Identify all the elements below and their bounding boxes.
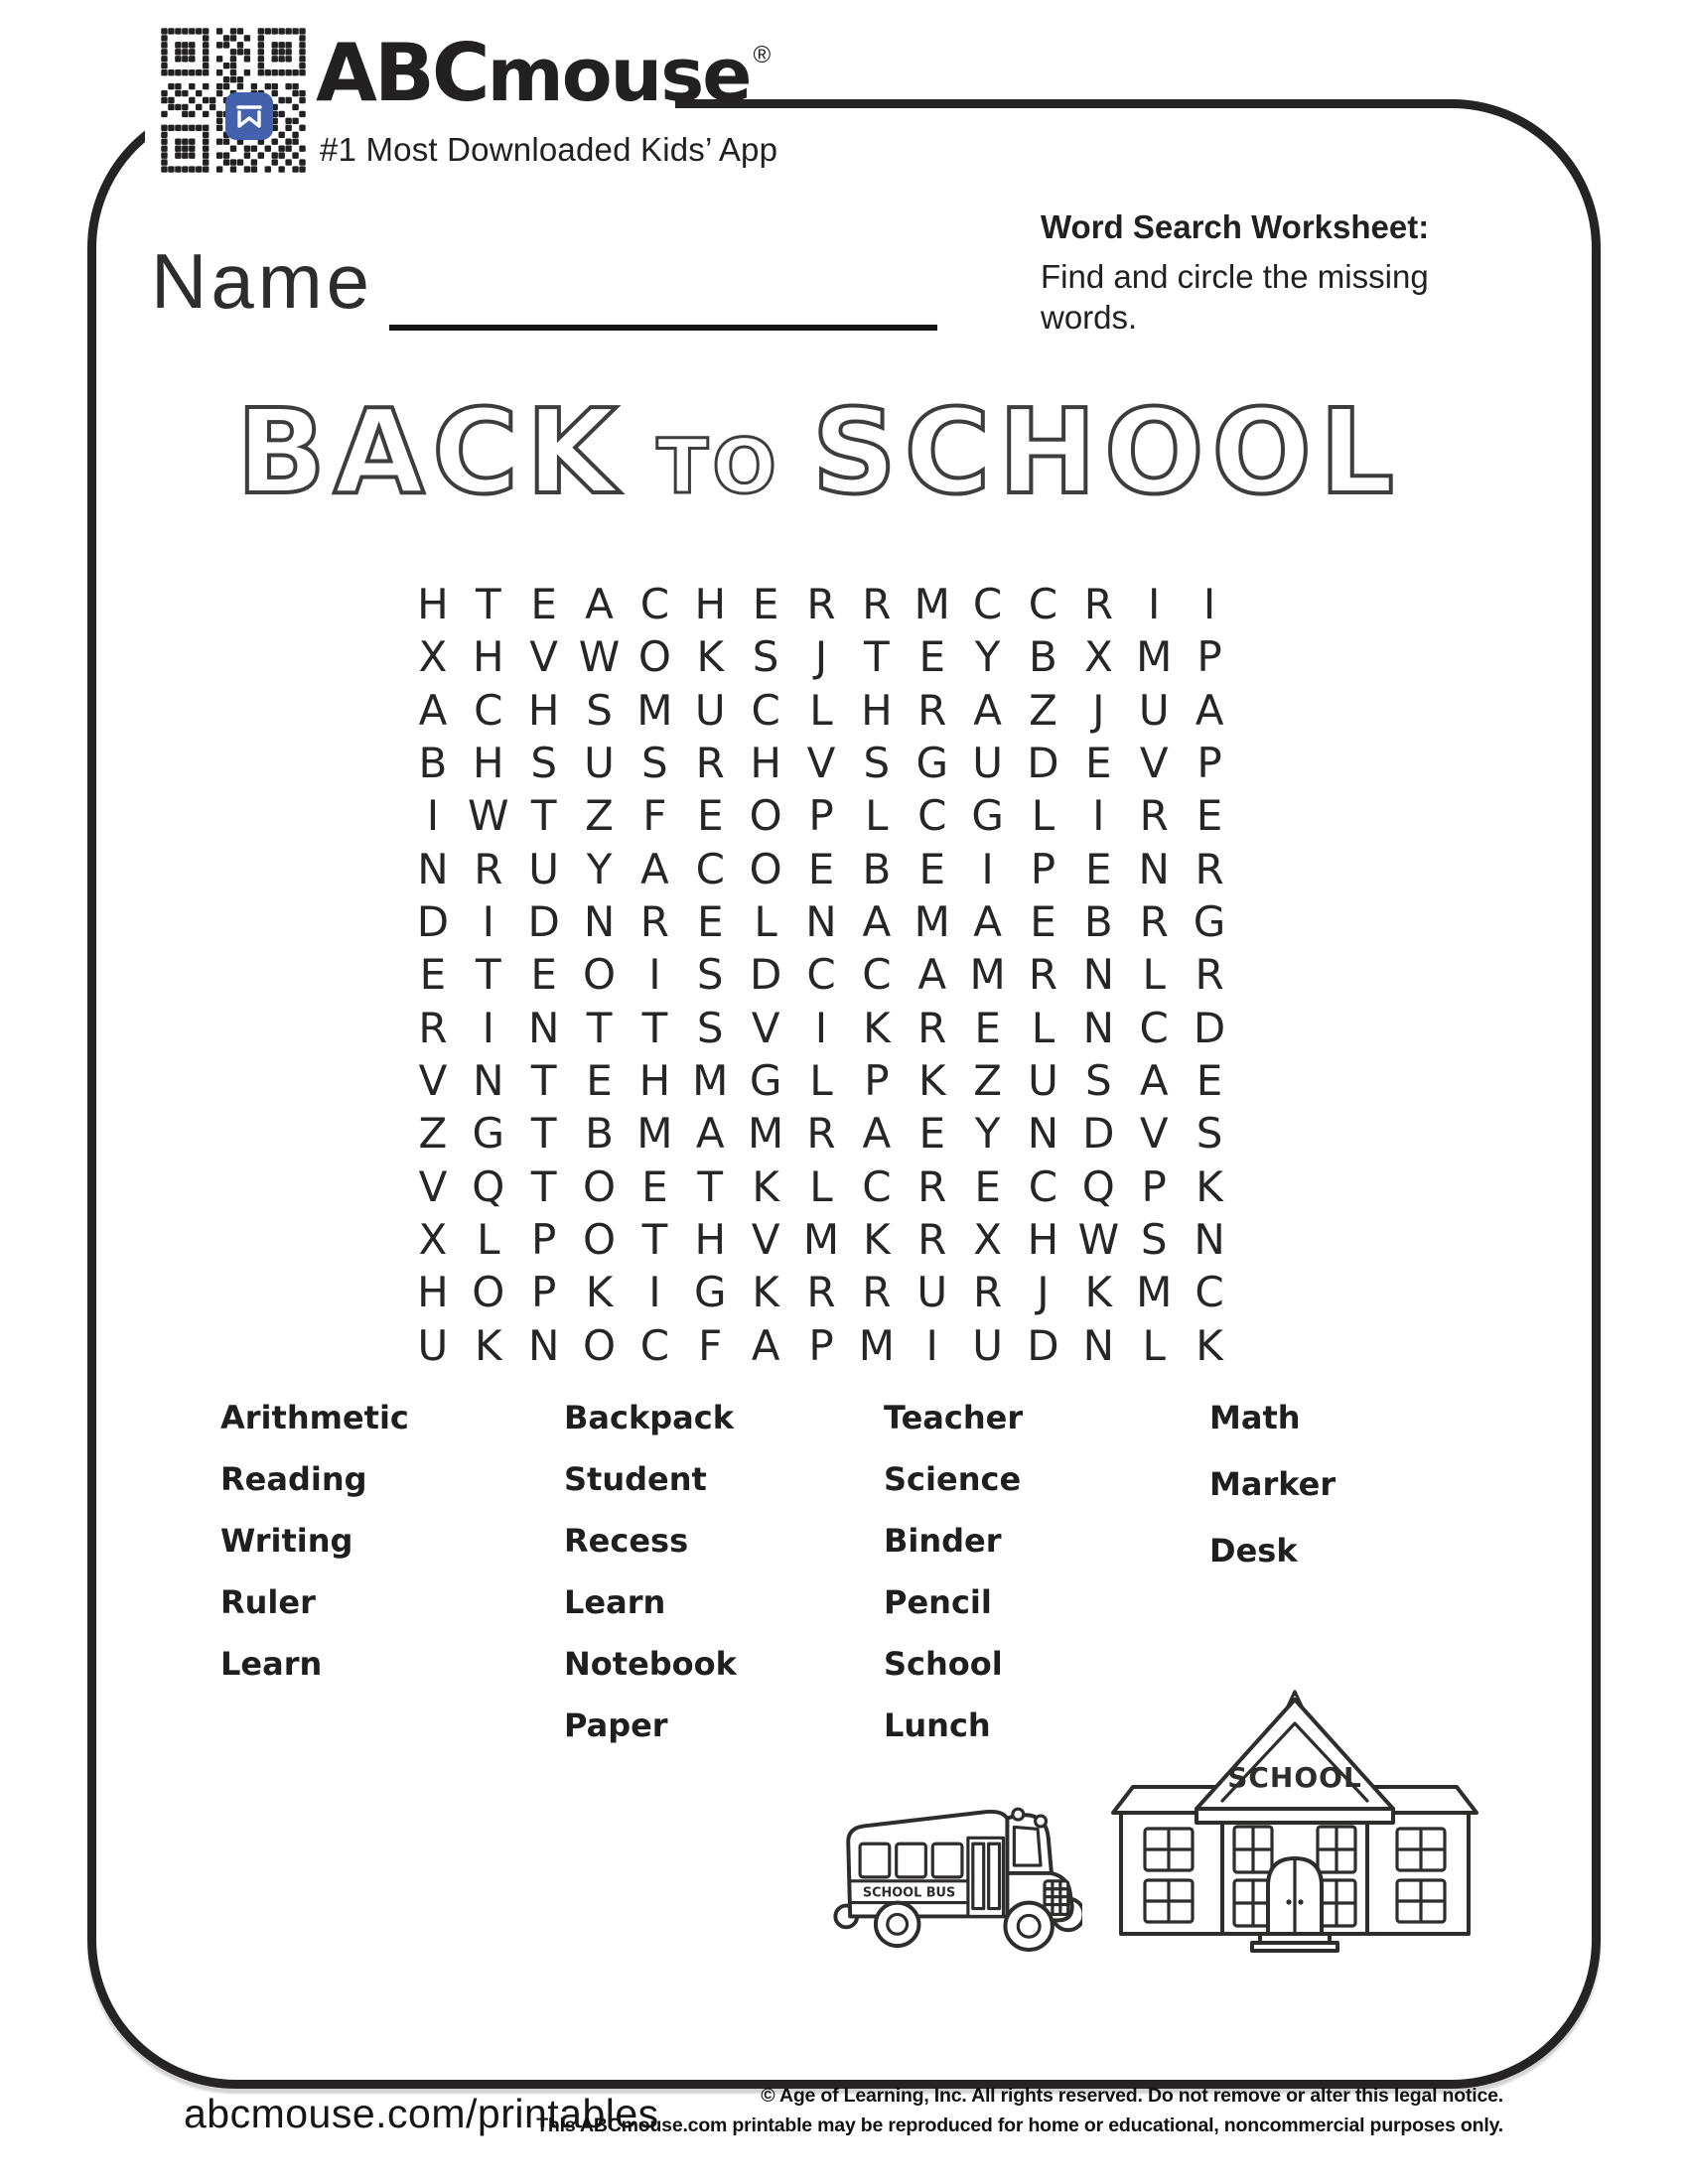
grid-cell-r5c13: I [1092, 791, 1105, 841]
grid-cell-r1c11: C [972, 580, 1003, 629]
grid-cell-r6c8: E [807, 844, 835, 893]
instructions-line1: Find and circle the missing [1041, 258, 1429, 295]
grid-cell-r10c14: A [1139, 1056, 1169, 1106]
header [145, 12, 778, 179]
grid-cell-r11c15: S [1196, 1109, 1223, 1159]
grid-cell-r15c2: K [475, 1320, 502, 1370]
grid-cell-r12c6: T [697, 1161, 724, 1211]
grid-cell-r1c4: A [585, 580, 614, 629]
grid-cell-r12c13: Q [1081, 1161, 1115, 1211]
grid-cell-r6c1: N [417, 844, 449, 893]
grid-cell-r1c3: E [530, 580, 557, 629]
grid-cell-r2c11: Y [974, 632, 1001, 682]
abcmouse-app-icon [225, 92, 273, 140]
grid-cell-r8c9: C [862, 950, 892, 1000]
grid-cell-r10c6: M [692, 1056, 729, 1106]
grid-cell-r7c3: D [527, 897, 560, 947]
grid-cell-r14c2: O [472, 1268, 505, 1317]
grid-cell-r4c11: U [972, 739, 1003, 788]
grid-cell-r12c15: K [1196, 1161, 1223, 1211]
word-list-item: Lunch [884, 1706, 991, 1744]
grid-cell-r11c1: Z [418, 1109, 448, 1159]
grid-cell-r5c6: E [696, 791, 724, 841]
grid-cell-r11c3: T [530, 1109, 557, 1159]
grid-cell-r4c7: H [750, 739, 781, 788]
grid-cell-r14c13: K [1084, 1268, 1113, 1317]
title-word-back: BACK [236, 383, 626, 520]
grid-cell-r5c12: L [1031, 791, 1055, 841]
grid-cell-r3c11: A [973, 685, 1002, 735]
grid-cell-r1c12: C [1028, 580, 1058, 629]
grid-cell-r1c14: I [1148, 580, 1161, 629]
grid-cell-r7c8: N [805, 897, 837, 947]
word-list-item: Reading [220, 1460, 367, 1498]
grid-cell-r4c1: B [418, 739, 448, 788]
grid-cell-r9c1: R [418, 1003, 448, 1052]
grid-cell-r3c3: H [527, 685, 560, 735]
grid-cell-r4c6: R [695, 739, 725, 788]
word-list-item: Learn [220, 1645, 323, 1683]
word-list-item: Learn [564, 1583, 666, 1621]
grid-cell-r8c11: M [969, 950, 1006, 1000]
grid-cell-r8c12: R [1028, 950, 1058, 1000]
word-list-item: Backpack [564, 1399, 734, 1436]
grid-cell-r2c3: V [529, 632, 559, 682]
grid-cell-r13c9: K [863, 1215, 891, 1265]
grid-cell-r14c11: R [973, 1268, 1003, 1317]
grid-cell-r12c4: O [582, 1161, 617, 1211]
grid-cell-r13c6: H [694, 1215, 727, 1265]
grid-cell-r14c7: K [752, 1268, 779, 1317]
grid-cell-r4c8: V [806, 739, 836, 788]
instructions [1041, 208, 1517, 338]
grid-cell-r4c2: H [472, 739, 504, 788]
grid-cell-r7c15: G [1193, 897, 1226, 947]
grid-cell-r6c7: O [749, 844, 782, 893]
grid-cell-r1c2: T [475, 580, 501, 629]
grid-cell-r1c1: H [417, 580, 449, 629]
grid-cell-r2c5: O [637, 632, 671, 682]
grid-cell-r10c5: H [638, 1056, 671, 1106]
grid-cell-r2c8: J [814, 632, 828, 682]
grid-cell-r5c11: G [971, 791, 1004, 841]
grid-cell-r13c2: L [477, 1215, 500, 1265]
grid-cell-r2c12: B [1029, 632, 1057, 682]
grid-cell-r15c7: A [751, 1320, 780, 1370]
grid-cell-r15c15: K [1196, 1320, 1223, 1370]
grid-cell-r4c12: D [1027, 739, 1059, 788]
book-icon [225, 92, 273, 140]
logo-abc: ABC [316, 27, 488, 119]
grid-cell-r8c13: N [1082, 950, 1115, 1000]
grid-cell-r15c14: L [1142, 1320, 1166, 1370]
grid-cell-r7c11: A [973, 897, 1002, 947]
grid-cell-r5c9: L [865, 791, 889, 841]
word-list-item: Science [884, 1460, 1022, 1498]
grid-cell-r10c13: S [1084, 1056, 1112, 1106]
grid-cell-r9c13: N [1082, 1003, 1115, 1052]
grid-cell-r8c14: L [1142, 950, 1166, 1000]
grid-cell-r13c1: X [418, 1215, 448, 1265]
grid-cell-r12c11: E [974, 1161, 1001, 1211]
grid-cell-r10c8: L [809, 1056, 833, 1106]
grid-cell-r1c8: R [806, 580, 836, 629]
bus-sign-text: SCHOOL BUS [862, 1885, 956, 1901]
grid-cell-r9c7: V [751, 1003, 780, 1052]
grid-cell-r9c4: T [586, 1003, 613, 1052]
grid-cell-r11c11: Y [974, 1109, 1001, 1159]
grid-cell-r9c3: N [527, 1003, 560, 1052]
word-column-3 [884, 1398, 1023, 1767]
grid-cell-r12c14: P [1141, 1161, 1167, 1211]
grid-cell-r9c12: L [1031, 1003, 1055, 1052]
grid-cell-r5c14: R [1139, 791, 1169, 841]
grid-cell-r10c2: N [473, 1056, 504, 1106]
footer-legal [411, 2081, 1503, 2140]
grid-cell-r10c1: V [418, 1056, 448, 1106]
grid-cell-r3c12: Z [1029, 685, 1057, 735]
grid-cell-r10c4: E [586, 1056, 613, 1106]
instructions-title: Word Search Worksheet: [1041, 208, 1430, 245]
grid-cell-r9c2: I [482, 1003, 494, 1052]
grid-cell-r10c10: K [917, 1056, 946, 1106]
word-list-item: Math [1209, 1399, 1301, 1436]
grid-cell-r11c4: B [585, 1109, 614, 1159]
grid-cell-r7c5: R [639, 897, 669, 947]
grid-cell-r5c8: P [808, 791, 834, 841]
grid-cell-r13c8: M [802, 1215, 840, 1265]
grid-cell-r3c6: U [694, 685, 726, 735]
grid-cell-r14c14: M [1136, 1268, 1173, 1317]
grid-cell-r4c3: S [530, 739, 557, 788]
grid-cell-r13c14: S [1140, 1215, 1168, 1265]
grid-cell-r3c15: A [1195, 685, 1224, 735]
grid-cell-r9c15: D [1193, 1003, 1226, 1052]
grid-cell-r5c10: C [917, 791, 947, 841]
grid-cell-r3c1: A [418, 685, 448, 735]
word-list-item: Pencil [884, 1583, 992, 1621]
grid-cell-r9c6: S [696, 1003, 724, 1052]
grid-cell-r9c5: T [641, 1003, 668, 1052]
grid-cell-r11c10: E [918, 1109, 945, 1159]
grid-cell-r7c7: L [754, 897, 777, 947]
grid-cell-r6c3: U [528, 844, 560, 893]
grid-cell-r5c4: Z [585, 791, 614, 841]
word-list-item: Paper [564, 1706, 668, 1744]
grid-cell-r11c7: M [748, 1109, 784, 1159]
grid-cell-r2c15: P [1196, 632, 1222, 682]
grid-cell-r4c13: E [1085, 739, 1112, 788]
grid-cell-r9c9: K [863, 1003, 891, 1052]
grid-cell-r2c4: W [578, 632, 621, 682]
grid-cell-r3c7: C [751, 685, 780, 735]
grid-cell-r3c2: C [474, 685, 503, 735]
grid-cell-r3c4: S [586, 685, 613, 735]
grid-cell-r6c6: C [695, 844, 725, 893]
grid-cell-r9c10: R [917, 1003, 947, 1052]
grid-cell-r8c6: S [696, 950, 724, 1000]
grid-cell-r6c5: A [640, 844, 669, 893]
grid-cell-r15c4: O [582, 1320, 617, 1370]
grid-cell-r13c3: P [530, 1215, 557, 1265]
grid-cell-r4c4: U [584, 739, 615, 788]
grid-cell-r8c4: O [582, 950, 617, 1000]
grid-cell-r7c13: B [1083, 897, 1113, 947]
grid-cell-r12c8: L [809, 1161, 833, 1211]
logo-mouse: mouse [487, 33, 751, 118]
school-building-illustration [1110, 1664, 1479, 1954]
grid-cell-r7c4: N [583, 897, 616, 947]
word-column-1 [220, 1398, 409, 1706]
grid-cell-r7c14: R [1139, 897, 1169, 947]
grid-cell-r9c8: I [814, 1003, 828, 1052]
grid-cell-r8c5: I [648, 950, 661, 1000]
grid-cell-r2c10: E [918, 632, 945, 682]
word-list-item: Arithmetic [220, 1399, 409, 1436]
word-list-item: Ruler [220, 1583, 316, 1621]
title-word-to: TO [656, 422, 780, 510]
grid-cell-r10c15: E [1196, 1056, 1223, 1106]
school-sign-text: SCHOOL [1227, 1761, 1362, 1794]
grid-cell-r5c1: I [426, 791, 440, 841]
grid-cell-r6c9: B [862, 844, 892, 893]
grid-cell-r2c1: X [418, 632, 448, 682]
grid-cell-r7c2: I [482, 897, 494, 947]
grid-cell-r12c1: V [418, 1161, 448, 1211]
grid-cell-r13c13: W [1077, 1215, 1120, 1265]
word-column-4 [1209, 1398, 1336, 1597]
grid-cell-r1c5: C [639, 580, 670, 629]
grid-cell-r3c8: L [809, 685, 833, 735]
grid-cell-r15c1: U [417, 1320, 449, 1370]
grid-cell-r5c15: E [1196, 791, 1223, 841]
grid-cell-r7c10: M [914, 897, 950, 947]
abcmouse-logo [316, 27, 772, 119]
grid-cell-r3c13: J [1092, 685, 1105, 735]
grid-cell-r11c13: D [1082, 1109, 1115, 1159]
grid-cell-r13c12: H [1027, 1215, 1059, 1265]
grid-cell-r14c3: P [530, 1268, 557, 1317]
grid-cell-r6c4: Y [586, 844, 613, 893]
grid-cell-r12c12: C [1028, 1161, 1058, 1211]
grid-cell-r13c15: N [1194, 1215, 1225, 1265]
grid-cell-r3c9: H [861, 685, 893, 735]
grid-cell-r12c5: E [641, 1161, 668, 1211]
grid-cell-r6c12: P [1030, 844, 1056, 893]
grid-cell-r10c12: U [1028, 1056, 1058, 1106]
school-bus-illustration [832, 1779, 1082, 1956]
grid-cell-r7c9: A [862, 897, 892, 947]
grid-cell-r8c10: A [917, 950, 947, 1000]
grid-cell-r5c3: T [530, 791, 557, 841]
grid-cell-r12c7: K [752, 1161, 779, 1211]
grid-cell-r14c15: C [1195, 1268, 1224, 1317]
grid-cell-r11c9: A [862, 1109, 892, 1159]
grid-cell-r6c10: E [918, 844, 945, 893]
grid-cell-r8c1: E [419, 950, 447, 1000]
grid-cell-r14c4: K [585, 1268, 614, 1317]
grid-cell-r13c5: T [641, 1215, 668, 1265]
grid-cell-r8c15: R [1195, 950, 1224, 1000]
logo-tagline: #1 Most Downloaded Kids’ App [320, 131, 778, 168]
grid-cell-r7c6: E [696, 897, 724, 947]
grid-cell-r4c15: P [1196, 739, 1222, 788]
grid-cell-r10c3: T [530, 1056, 557, 1106]
grid-cell-r8c7: D [749, 950, 782, 1000]
grid-cell-r14c12: J [1037, 1268, 1050, 1317]
grid-cell-r13c11: X [973, 1215, 1002, 1265]
grid-cell-r6c11: I [981, 844, 994, 893]
grid-cell-r11c8: R [806, 1109, 836, 1159]
grid-cell-r10c7: G [749, 1056, 782, 1106]
grid-cell-r2c14: M [1136, 632, 1173, 682]
word-list-item: Notebook [564, 1645, 737, 1683]
grid-cell-r1c10: M [914, 580, 950, 629]
word-list-item: School [884, 1645, 1003, 1683]
grid-cell-r12c10: R [917, 1161, 947, 1211]
name-blank-line [389, 325, 937, 331]
grid-cell-r15c13: N [1082, 1320, 1115, 1370]
grid-cell-r3c10: R [917, 685, 947, 735]
word-list-item: Binder [884, 1522, 1002, 1560]
grid-cell-r7c12: E [1030, 897, 1056, 947]
grid-cell-r15c12: D [1027, 1320, 1059, 1370]
grid-cell-r4c14: V [1139, 739, 1169, 788]
grid-cell-r15c9: M [858, 1320, 895, 1370]
grid-cell-r12c3: T [530, 1161, 557, 1211]
name-label: Name [151, 237, 374, 325]
grid-cell-r13c10: R [917, 1215, 947, 1265]
grid-cell-r5c5: F [642, 791, 667, 841]
grid-cell-r9c11: E [974, 1003, 1001, 1052]
grid-cell-r15c6: F [698, 1320, 723, 1370]
grid-cell-r11c12: N [1027, 1109, 1059, 1159]
word-column-2 [564, 1398, 737, 1767]
grid-cell-r6c14: N [1138, 844, 1170, 893]
word-list-item: Writing [220, 1522, 353, 1560]
grid-cell-r15c3: N [527, 1320, 560, 1370]
grid-cell-r14c5: I [648, 1268, 661, 1317]
grid-cell-r12c2: Q [472, 1161, 505, 1211]
grid-cell-r3c14: U [1138, 685, 1170, 735]
grid-cell-r4c5: S [641, 739, 668, 788]
word-list-item: Recess [564, 1522, 689, 1560]
grid-cell-r2c9: T [864, 632, 890, 682]
letter-grid [405, 578, 1237, 1372]
grid-cell-r5c2: W [468, 791, 509, 841]
grid-cell-r11c6: A [695, 1109, 725, 1159]
registered-mark: ® [753, 42, 772, 68]
grid-cell-r6c2: R [474, 844, 503, 893]
grid-cell-r14c1: H [417, 1268, 449, 1317]
grid-cell-r15c8: P [808, 1320, 834, 1370]
grid-cell-r4c10: G [915, 739, 948, 788]
grid-cell-r1c6: H [694, 580, 727, 629]
grid-cell-r8c2: T [475, 950, 501, 1000]
grid-cell-r12c9: C [862, 1161, 892, 1211]
grid-cell-r2c7: S [752, 632, 779, 682]
grid-cell-r11c14: V [1139, 1109, 1169, 1159]
grid-cell-r15c10: I [925, 1320, 938, 1370]
grid-cell-r6c13: E [1085, 844, 1112, 893]
grid-cell-r15c11: U [972, 1320, 1003, 1370]
title-word-school: SCHOOL [811, 383, 1402, 520]
grid-cell-r4c9: S [863, 739, 891, 788]
grid-cell-r7c1: D [416, 897, 450, 947]
grid-cell-r11c2: G [472, 1109, 505, 1159]
footer-legal-line2: This ABCmouse.com printable may be reproduced for home or educational, noncommercial purposes only. [536, 2115, 1503, 2136]
instructions-line2: words. [1041, 299, 1138, 336]
grid-cell-r1c9: R [862, 580, 892, 629]
word-list-item: Desk [1209, 1532, 1298, 1570]
word-list-item: Student [564, 1460, 707, 1498]
grid-cell-r8c8: C [806, 950, 836, 1000]
grid-cell-r9c14: C [1139, 1003, 1169, 1052]
word-list-item: Marker [1209, 1465, 1336, 1503]
grid-cell-r13c4: O [582, 1215, 617, 1265]
grid-cell-r10c9: P [864, 1056, 890, 1106]
grid-cell-r2c13: X [1083, 632, 1113, 682]
word-list-item: Teacher [884, 1399, 1024, 1436]
footer-site-url: abcmouse.com/printables [184, 2091, 659, 2136]
grid-cell-r5c7: O [749, 791, 782, 841]
grid-cell-r14c6: G [693, 1268, 727, 1317]
grid-cell-r8c3: E [530, 950, 557, 1000]
grid-cell-r11c5: M [636, 1109, 673, 1159]
grid-cell-r1c13: R [1083, 580, 1113, 629]
footer-legal-line1: © Age of Learning, Inc. All rights reserved. Do not remove or alter this legal notice. [761, 2085, 1503, 2107]
grid-cell-r3c5: M [636, 685, 673, 735]
grid-cell-r10c11: Z [973, 1056, 1002, 1106]
grid-cell-r14c10: U [916, 1268, 948, 1317]
grid-cell-r13c7: V [751, 1215, 780, 1265]
grid-cell-r2c2: H [472, 632, 504, 682]
grid-cell-r2c6: K [696, 632, 725, 682]
grid-cell-r1c7: E [752, 580, 779, 629]
grid-cell-r14c8: R [806, 1268, 836, 1317]
grid-cell-r15c5: C [639, 1320, 670, 1370]
grid-cell-r6c15: R [1195, 844, 1224, 893]
grid-cell-r1c15: I [1202, 580, 1216, 629]
qr-code [161, 28, 306, 173]
puzzle-title [236, 383, 1402, 520]
grid-cell-r14c9: R [862, 1268, 892, 1317]
